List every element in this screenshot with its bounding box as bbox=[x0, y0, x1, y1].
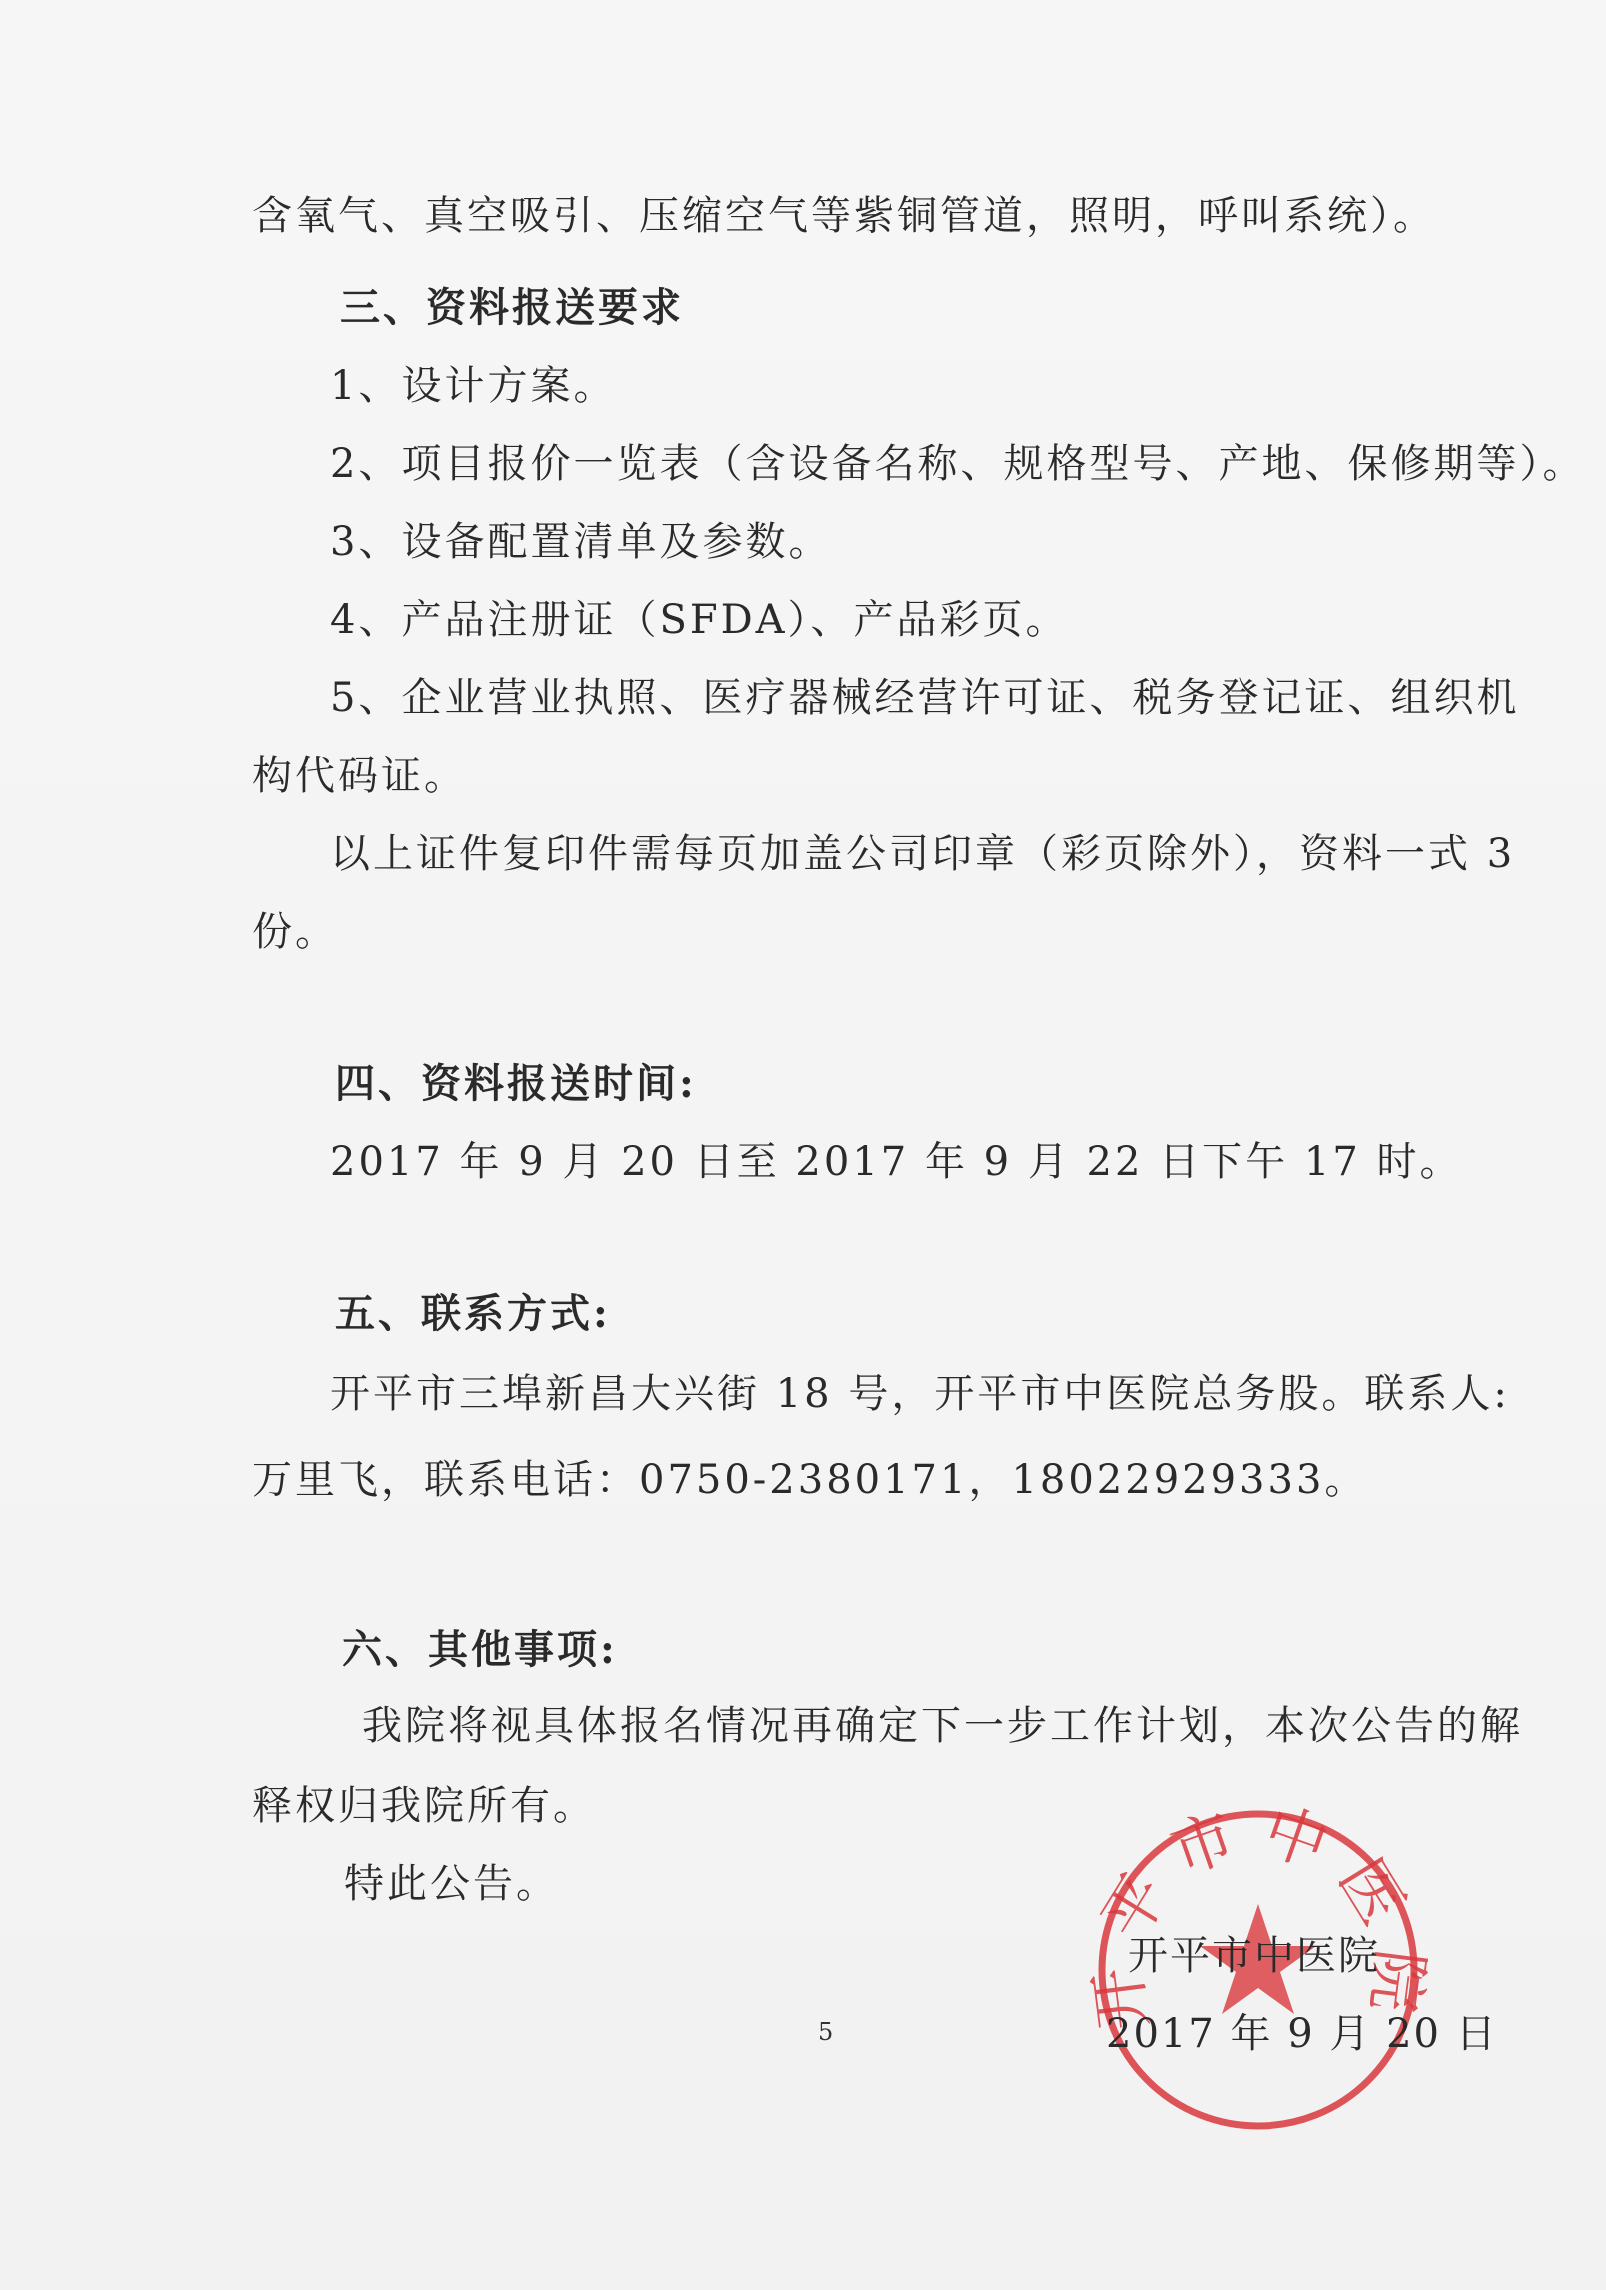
list-item: 4、产品注册证（SFDA）、产品彩页。 bbox=[330, 597, 1069, 643]
closing-line: 特此公告。 bbox=[344, 1861, 559, 1907]
list-item-continued: 构代码证。 bbox=[252, 753, 467, 799]
list-item: 3、设备配置清单及参数。 bbox=[330, 519, 832, 565]
body-line: 含氧气、真空吸引、压缩空气等紫铜管道，照明，呼叫系统）。 bbox=[252, 193, 1436, 239]
list-item: 2、项目报价一览表（含设备名称、规格型号、产地、保修期等）。 bbox=[330, 441, 1586, 487]
note-line-continued: 份。 bbox=[252, 909, 338, 955]
signature-date: 2017 年 9 月 20 日 bbox=[1106, 2011, 1498, 2057]
section-heading: 五、联系方式: bbox=[335, 1290, 611, 1337]
page-number: 5 bbox=[818, 2018, 834, 2046]
note-line: 以上证件复印件需每页加盖公司印章（彩页除外），资料一式 3 bbox=[330, 831, 1516, 877]
section-heading: 六、其他事项: bbox=[342, 1626, 618, 1673]
list-item: 5、企业营业执照、医疗器械经营许可证、税务登记证、组织机 bbox=[330, 675, 1520, 721]
contact-line: 开平市三埠新昌大兴街 18 号，开平市中医院总务股。联系人: bbox=[330, 1371, 1510, 1417]
other-line: 我院将视具体报名情况再确定下一步工作计划，本次公告的解 bbox=[362, 1703, 1523, 1749]
other-line-continued: 释权归我院所有。 bbox=[252, 1783, 596, 1829]
svg-text:开平市中医院: 平市中医 bbox=[1088, 1800, 1428, 1953]
section-heading: 三、资料报送要求 bbox=[340, 284, 684, 331]
signature-organization: 开平市中医院 bbox=[1128, 1933, 1380, 1979]
section-heading: 四、资料报送时间: bbox=[335, 1060, 697, 1107]
time-line: 2017 年 9 月 20 日至 2017 年 9 月 22 日下午 17 时。 bbox=[330, 1139, 1463, 1185]
list-item: 1、设计方案。 bbox=[330, 363, 617, 409]
contact-line: 万里飞，联系电话：0750-2380171，18022929333。 bbox=[252, 1457, 1368, 1503]
